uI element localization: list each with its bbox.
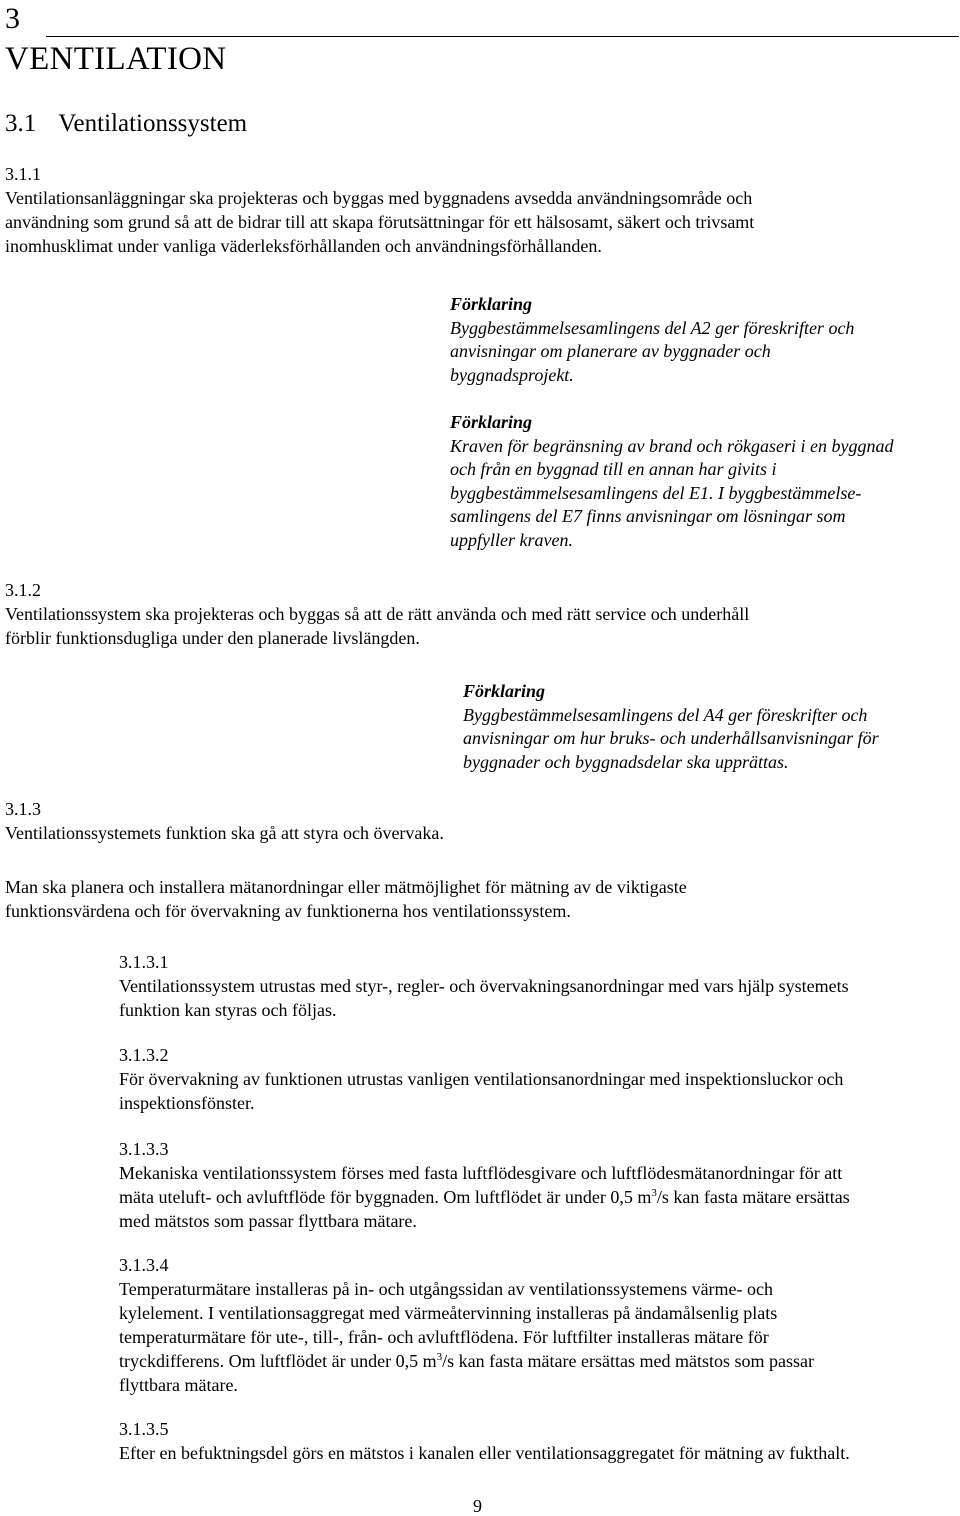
paragraph-number: 3.1.3.4 <box>119 1255 169 1275</box>
paragraph-line: För övervakning av funktionen utrustas vanligen ventilationsanordningar med inspektionsluckor och <box>119 1069 844 1089</box>
note-line: Kraven för begränsning av brand och rökgaseri i en byggnad <box>450 435 894 456</box>
paragraph-3-1-2 <box>5 578 749 650</box>
chapter-title: VENTILATION <box>5 41 227 77</box>
superscript-exponent: 3 <box>436 1351 443 1363</box>
note-line: Byggbestämmelsesamlingens del A2 ger föreskrifter och <box>450 317 855 338</box>
text-run: tryckdifferens. Om luftflödet är under 0,5 m <box>119 1351 437 1371</box>
paragraph-3-1-3 <box>5 797 444 845</box>
paragraph-line: Efter en befuktningsdel görs en mätstos i kanalen eller ventilationsaggregatet för mätning av fukthalt. <box>119 1443 850 1463</box>
section-number: 3.1 <box>5 110 37 137</box>
text-run: /s kan fasta mätare ersättas <box>656 1187 850 1207</box>
paragraph-line <box>119 1185 850 1209</box>
note-heading: Förklaring <box>463 681 546 701</box>
paragraph-line: Mekaniska ventilationssystem förses med fasta luftflödesgivare och luftflödesmätanordningar för att <box>119 1163 843 1183</box>
explanation-note-e1-e7 <box>450 411 893 552</box>
text-run: /s kan fasta mätare ersättas med mätstos som passar <box>442 1351 814 1371</box>
paragraph-3-1-3-text <box>5 875 687 923</box>
note-line: byggnadsprojekt. <box>450 364 574 385</box>
paragraph-3-1-3-5 <box>119 1417 850 1465</box>
paragraph-line: Ventilationssystemets funktion ska gå att styra och övervaka. <box>5 823 444 843</box>
note-line: byggbestämmelsesamlingens del E1. I byggbestämmelse- <box>450 482 862 503</box>
paragraph-line: med mätstos som passar flyttbara mätare. <box>119 1211 417 1231</box>
paragraph-line: användning som grund så att de bidrar till att skapa förutsättningar för ett hälsosamt, säkert och trivsamt <box>5 212 755 232</box>
paragraph-line: flyttbara mätare. <box>119 1375 238 1395</box>
paragraph-line: Ventilationssystem ska projekteras och byggas så att de rätt använda och med rätt service och underhåll <box>5 604 750 624</box>
paragraph-line: Ventilationsanläggningar ska projekteras och byggas med byggnadens avsedda användningsområde och <box>5 188 753 208</box>
explanation-note-a4 <box>463 680 879 774</box>
note-line: och från en byggnad till en annan har givits i <box>450 459 777 479</box>
paragraph-line: Man ska planera och installera mätanordningar eller mätmöjlighet för mätning av de viktigaste <box>5 877 687 897</box>
paragraph-line: funktion kan styras och följas. <box>119 1000 337 1020</box>
paragraph-3-1-3-2 <box>119 1043 843 1115</box>
paragraph-3-1-3-3 <box>119 1137 850 1233</box>
paragraph-line: inspektionsfönster. <box>119 1093 255 1113</box>
paragraph-number: 3.1.3.2 <box>119 1045 169 1065</box>
page-number: 9 <box>473 1496 482 1516</box>
chapter-number: 3 <box>5 2 20 35</box>
note-line: anvisningar om planerare av byggnader och <box>450 341 771 361</box>
paragraph-line: Temperaturmätare installeras på in- och utgångssidan av ventilationssystemens värme- och <box>119 1279 774 1299</box>
section-title: Ventilationssystem <box>58 110 248 137</box>
paragraph-number: 3.1.1 <box>5 164 41 184</box>
paragraph-3-1-3-1 <box>119 950 849 1022</box>
paragraph-line: funktionsvärdena och för övervakning av funktionerna hos ventilationssystem. <box>5 901 571 921</box>
paragraph-line: förblir funktionsdugliga under den planerade livslängden. <box>5 628 420 648</box>
paragraph-line: inomhusklimat under vanliga väderleksförhållanden och användningsförhållanden. <box>5 236 602 256</box>
note-heading: Förklaring <box>450 412 533 432</box>
paragraph-3-1-1 <box>5 162 754 258</box>
note-line: Byggbestämmelsesamlingens del A4 ger föreskrifter och <box>463 704 868 725</box>
note-line: uppfyller kraven. <box>450 529 573 550</box>
chapter-heading-rule <box>46 36 959 37</box>
paragraph-line <box>119 1349 814 1373</box>
note-line: byggnader och byggnadsdelar ska upprättas. <box>463 751 789 772</box>
note-line: anvisningar om hur bruks- och underhållsanvisningar för <box>463 728 879 748</box>
paragraph-number: 3.1.3.5 <box>119 1419 169 1439</box>
paragraph-line: kylelement. I ventilationsaggregat med värmeåtervinning installeras på ändamålsenlig plats <box>119 1303 778 1323</box>
superscript-exponent: 3 <box>651 1187 657 1199</box>
section-heading <box>5 109 247 139</box>
paragraph-3-1-3-4 <box>119 1253 814 1397</box>
text-run: mäta uteluft- och avluftflöde för byggnaden. Om luftflödet är under 0,5 m <box>119 1187 652 1207</box>
explanation-note-a2 <box>450 293 854 387</box>
paragraph-line: temperaturmätare för ute-, till-, från- och avluftflödena. För luftfilter installeras mätare för <box>119 1327 769 1347</box>
paragraph-line: Ventilationssystem utrustas med styr-, regler- och övervakningsanordningar med vars hjälp systemets <box>119 976 849 996</box>
paragraph-number: 3.1.3.1 <box>119 952 169 972</box>
paragraph-number: 3.1.3.3 <box>119 1139 169 1159</box>
paragraph-number: 3.1.3 <box>5 799 41 819</box>
note-heading: Förklaring <box>450 294 533 314</box>
paragraph-number: 3.1.2 <box>5 580 41 600</box>
note-line: samlingens del E7 finns anvisningar om lösningar som <box>450 506 846 526</box>
